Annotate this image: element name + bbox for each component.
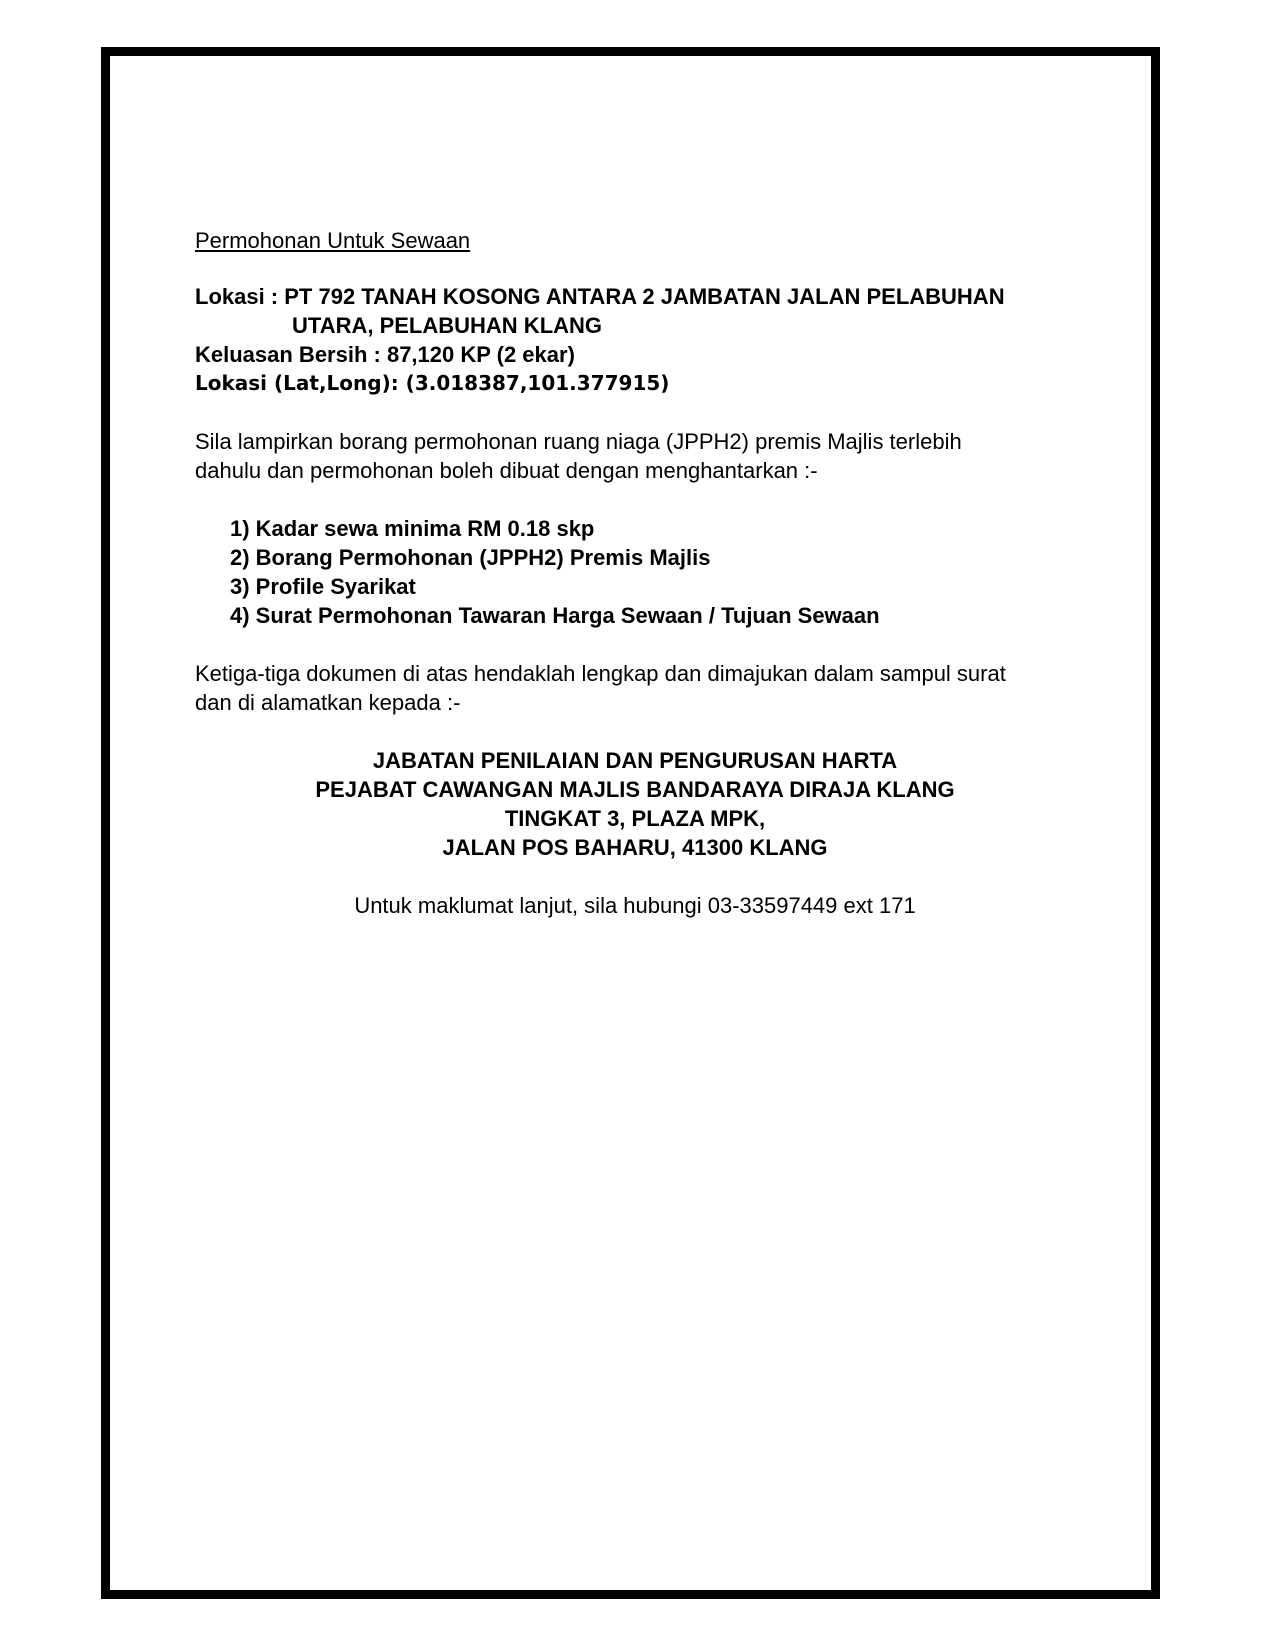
- location-value-line2: UTARA, PELABUHAN KLANG: [292, 313, 603, 338]
- location-label: Lokasi :: [195, 284, 285, 309]
- address-line: PEJABAT CAWANGAN MAJLIS BANDARAYA DIRAJA KLANG: [315, 777, 955, 802]
- submission-line1: Ketiga-tiga dokumen di atas hendaklah lengkap dan dimajukan dalam sampul surat: [195, 661, 1006, 686]
- contact-line: Untuk maklumat lanjut, sila hubungi 03-33597449 ext 171: [354, 893, 916, 918]
- submission-paragraph: [195, 659, 1095, 717]
- list-item: 1) Kadar sewa minima RM 0.18 skp: [230, 516, 595, 541]
- submission-line2: dan di alamatkan kepada :-: [195, 690, 461, 715]
- address-line: TINGKAT 3, PLAZA MPK,: [504, 806, 766, 831]
- notice-body: [195, 226, 1095, 920]
- address-line: JABATAN PENILAIAN DAN PENGURUSAN HARTA: [372, 748, 898, 773]
- location-value-line1: PT 792 TANAH KOSONG ANTARA 2 JAMBATAN JALAN PELABUHAN: [284, 284, 1005, 309]
- list-item: 2) Borang Permohonan (JPPH2) Premis Majlis: [230, 545, 711, 570]
- page-title: Permohonan Untuk Sewaan: [195, 228, 471, 253]
- address-line: JALAN POS BAHARU, 41300 KLANG: [442, 835, 828, 860]
- requirements-list: [195, 514, 1095, 630]
- location-block: [195, 282, 1095, 398]
- list-item: 3) Profile Syarikat: [230, 574, 416, 599]
- latlong-line: Lokasi (Lat,Long): (3.018387,101.377915): [195, 371, 670, 395]
- location-line: [195, 282, 1095, 311]
- list-item: 4) Surat Permohonan Tawaran Harga Sewaan / Tujuan Sewaan: [230, 603, 880, 628]
- instructions-line2: dahulu dan permohonan boleh dibuat dengan menghantarkan :-: [195, 458, 818, 483]
- instructions-line1: Sila lampirkan borang permohonan ruang niaga (JPPH2) premis Majlis terlebih: [195, 429, 962, 454]
- instructions-paragraph: [195, 427, 1095, 485]
- address-block: [195, 746, 1075, 862]
- area-line: Keluasan Bersih : 87,120 KP (2 ekar): [195, 342, 575, 367]
